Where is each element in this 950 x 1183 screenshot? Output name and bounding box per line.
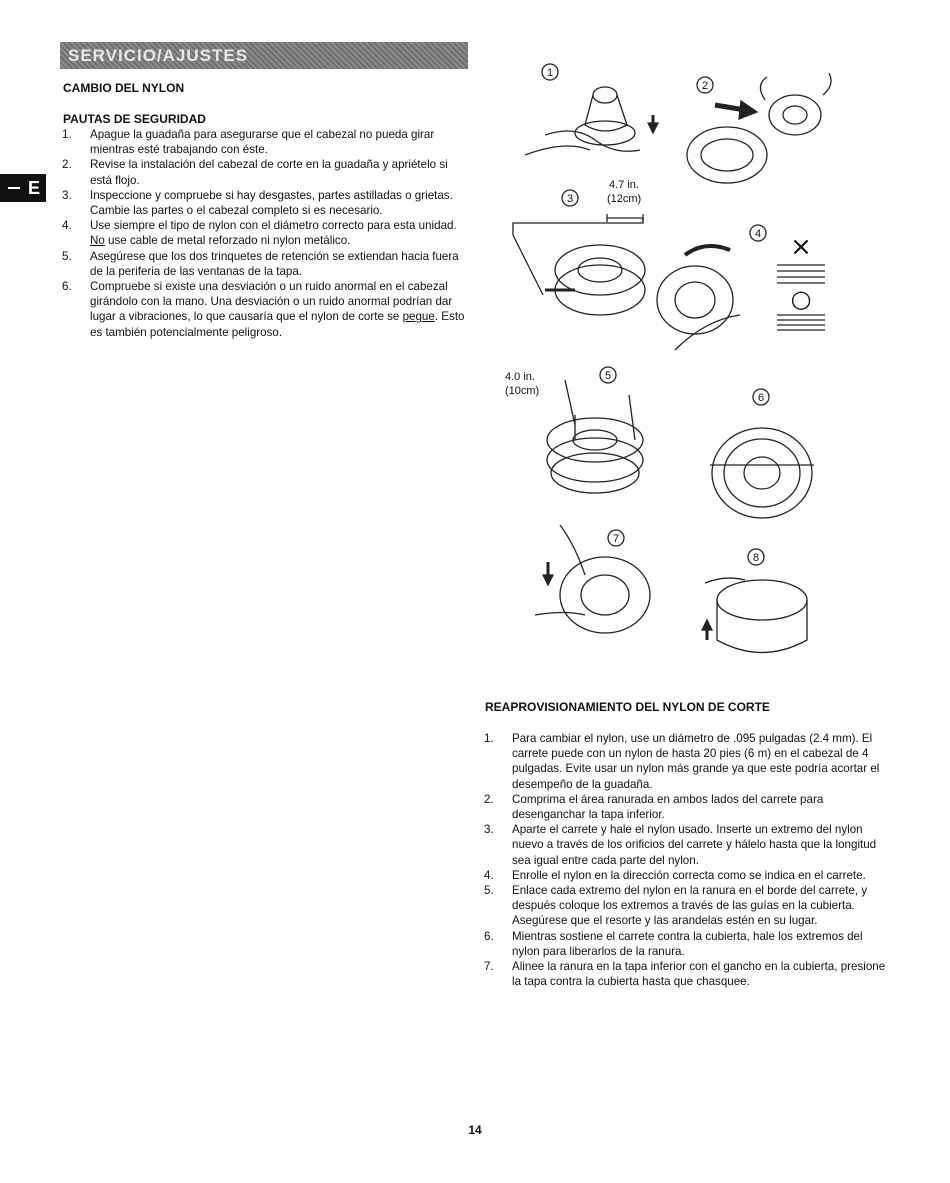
language-tab-letter: E — [27, 177, 40, 198]
figure-2 — [687, 73, 831, 183]
dim-a-value: 4.7 in. — [609, 179, 639, 191]
spool — [657, 266, 733, 334]
left-subheading: PAUTAS DE SEGURIDAD — [63, 112, 206, 126]
arrow-down-icon — [648, 123, 658, 133]
section-title-bar — [60, 42, 468, 69]
hand-outline-2 — [525, 146, 590, 155]
dimension-line-b — [565, 380, 575, 425]
wrong-mark-icon: × — [790, 232, 812, 262]
list-item: 4. Enrolle el nylon en la dirección correcta como se indica en el carrete. — [484, 868, 866, 882]
step-7-number: 7 — [612, 533, 620, 545]
step-8-number: 8 — [752, 552, 760, 564]
figure-7 — [535, 525, 650, 633]
arrow-up-icon — [702, 620, 712, 630]
step-3-number: 3 — [566, 193, 574, 205]
right-heading: REAPROVISIONAMIENTO DEL NYLON DE CORTE — [485, 700, 770, 714]
dim-b-value: 4.0 in. — [505, 371, 535, 383]
list-item: 1. Apague la guadaña para asegurarse que el cabezal no pueda girar mientras esté trabajando con éste. — [62, 128, 435, 157]
spool-hub — [573, 430, 617, 450]
spool-hub — [783, 106, 807, 124]
safety-list — [60, 127, 472, 340]
line-ends — [760, 73, 831, 100]
figure-8 — [702, 549, 807, 653]
dimension-line-a — [607, 214, 643, 222]
list-item: 1. Para cambiar el nylon, use un diámetro de .095 pulgadas (2.4 mm). El carrete puede con un nylon de hasta 20 pies (6 m) en el cabezal de 4 pulgadas. Evite usar un nylon más grande ya que este podría acortar el desempeño de la guadaña. — [484, 732, 880, 791]
list-item: 7. Alinee la ranura en la tapa inferior con el gancho en la cubierta, presione la tapa contra la cubierta hasta que chasquee. — [484, 960, 886, 989]
head — [560, 557, 650, 633]
wrong-winding — [777, 265, 825, 283]
dim-b-metric: (10cm) — [505, 385, 540, 397]
step-1-number: 1 — [546, 67, 554, 79]
figure-6 — [710, 389, 814, 518]
wind-arrow — [685, 246, 730, 255]
figure-1 — [525, 64, 658, 155]
head-hub — [581, 575, 629, 615]
figure-5 — [547, 367, 643, 493]
cover-inner — [701, 139, 753, 171]
arrow-right-icon — [739, 101, 757, 119]
cover-mid — [724, 439, 800, 507]
spool-rim — [575, 121, 635, 145]
spool-top — [547, 418, 643, 462]
right-mark-icon: ○ — [790, 285, 812, 313]
list-item: 5. Enlace cada extremo del nylon en la ranura en el borde del carrete, y después coloque los extremos a través de las guías en la cubierta. Asegúrese que el resorte y las arandelas estén en su lugar. — [484, 884, 868, 928]
illustrations-svg — [505, 55, 865, 665]
spool — [769, 95, 821, 135]
spool-bottom — [551, 453, 639, 493]
head-body — [585, 95, 627, 131]
step-2-number: 2 — [701, 80, 709, 92]
arrow-down-icon — [543, 575, 553, 585]
line-ends — [575, 395, 635, 440]
list-item: 3. Aparte el carrete y hale el nylon usado. Inserte un extremo del nylon nuevo a través de los orificios del carrete y hálelo hasta que la longitud sea igual entre cada parte del nylon. — [484, 823, 877, 867]
refill-list — [482, 731, 890, 989]
language-tab — [0, 174, 46, 202]
head-body — [717, 600, 807, 653]
list-item: 2. Comprima el área ranurada en ambos lados del carrete para desenganchar la tapa inferior. — [484, 792, 824, 822]
section-title: SERVICIO/AJUSTES — [68, 46, 249, 65]
head-top — [717, 580, 807, 620]
cover-hub — [744, 457, 780, 489]
step-5-number: 5 — [604, 370, 612, 382]
spool — [555, 245, 645, 295]
nylon-line — [513, 218, 643, 295]
list-item: 6. Compruebe si existe una desviación o un ruido anormal en el cabezal girándolo con la mano. Una desviación o un ruido anormal podrían dar lugar a vibraciones, lo que causaría que el nylon de corte se pegue. Esto es también potencialmente peligroso. — [62, 280, 465, 339]
list-item: 2. Revise la instalación del cabezal de corte en la guadaña y apriételo si está flojo. — [62, 158, 448, 187]
step-6-number: 6 — [757, 392, 765, 404]
list-item: 6. Mientras sostiene el carrete contra la cubierta, hale los extremos del nylon para liberarlos de la ranura. — [484, 929, 863, 958]
procedure-illustrations — [505, 55, 865, 665]
head-top — [593, 87, 617, 103]
list-item: 4. Use siempre el tipo de nylon con el diámetro correcto para esta unidad. No use cable de metal reforzado ni nylon metálico. — [62, 219, 457, 248]
list-item: 5. Asegúrese que los dos trinquetes de retención se extiendan hacia fuera de la periferia de las ventanas de la tapa. — [62, 249, 459, 278]
figure-3 — [513, 190, 645, 315]
step-4-number: 4 — [754, 228, 762, 240]
left-heading: CAMBIO DEL NYLON — [63, 81, 185, 95]
spool-hub — [578, 258, 622, 282]
tab-dash — [8, 187, 20, 189]
cover — [687, 127, 767, 183]
cover-outer — [712, 428, 812, 518]
list-item: 3. Inspeccione y compruebe si hay desgastes, partes astilladas o grietas. Cambie las partes o el cabezal completo si es necesario. — [62, 188, 453, 218]
dim-a-metric: (12cm) — [607, 193, 642, 205]
spool-hub — [675, 282, 715, 318]
page-number: 14 — [468, 1123, 482, 1137]
right-winding — [777, 315, 825, 330]
